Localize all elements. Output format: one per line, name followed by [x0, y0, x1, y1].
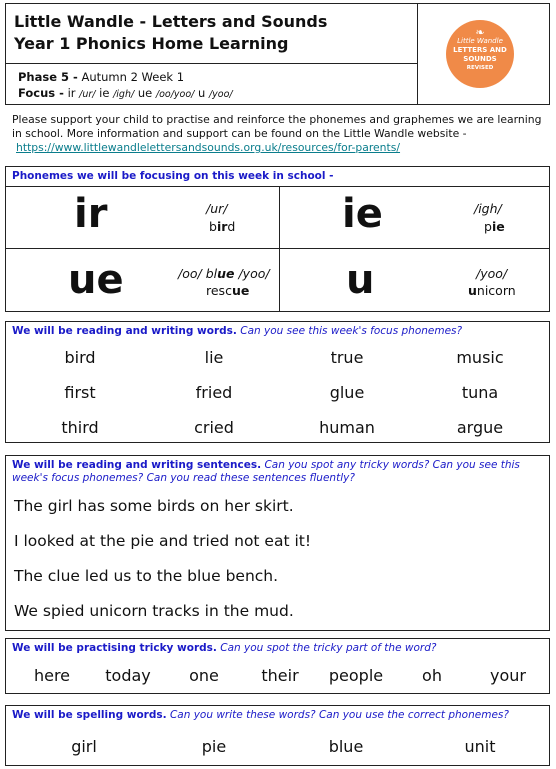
focus-sound: /oo/yoo/ [155, 89, 195, 100]
sentence: The clue led us to the blue bench. [14, 567, 279, 585]
example-unicorn [468, 283, 516, 298]
phonemes-divider-mid [6, 248, 549, 249]
section-prompt: Can you spot the tricky part of the word? [220, 642, 437, 654]
tricky-words-box [5, 638, 550, 694]
example-part: d [227, 219, 236, 234]
header-divider-v [417, 4, 418, 104]
word: human [319, 418, 375, 437]
little-wandle-logo [446, 20, 514, 88]
sound-igh: /igh/ [474, 201, 502, 216]
word: tuna [461, 383, 499, 402]
tricky-word: here [33, 666, 71, 685]
word: true [330, 348, 364, 367]
phonemes-divider-top [6, 186, 549, 187]
spelling-word: unit [464, 737, 496, 756]
example-part: nicorn [476, 283, 516, 298]
focus-gpc: ir [67, 86, 76, 100]
section-title: We will be spelling words. [12, 709, 167, 721]
word: argue [456, 418, 504, 437]
sound-yoo: /yoo/ [476, 266, 508, 281]
focus-label: Focus - [18, 86, 64, 100]
tricky-word: today [105, 666, 151, 685]
logo-text-2: LETTERS AND [453, 46, 507, 54]
example-focus: ie [491, 219, 505, 234]
tricky-word: one [189, 666, 219, 685]
sound-part: /yoo/ [234, 266, 270, 281]
logo-text-4: REVISED [466, 65, 494, 71]
example-focus: ir [216, 219, 228, 234]
example-focus: u [468, 283, 477, 298]
logo-text-3: SOUNDS [463, 55, 497, 63]
tricky-word: people [328, 666, 384, 685]
section-title: We will be reading and writing sentences. [12, 459, 262, 471]
sentence: The girl has some birds on her skirt. [14, 497, 294, 515]
phonemes-box [5, 166, 550, 312]
example-pie [484, 219, 505, 234]
word: first [64, 383, 96, 402]
spelling-heading [12, 709, 545, 722]
grapheme-ir: ir [74, 191, 108, 237]
section-prompt: Can you see this week's focus phonemes? [240, 325, 463, 337]
spelling-word: pie [201, 737, 227, 756]
example-part: p [484, 219, 492, 234]
example-part: resc [206, 283, 232, 298]
title-line2: Year 1 Phonics Home Learning [14, 34, 289, 53]
section-title: We will be practising tricky words. [12, 642, 217, 654]
section-prompt: Can you spot any tricky words? Can you see this week's focus phonemes? Can you read these sentences fluently? [12, 459, 520, 484]
example-rescue [206, 283, 249, 298]
focus-sound: /igh/ [113, 89, 135, 100]
grapheme-ue: ue [68, 257, 124, 303]
focus-line [18, 86, 233, 100]
word: glue [329, 383, 365, 402]
example-part: b [209, 219, 217, 234]
logo-bird-icon: ❧ [475, 26, 485, 39]
spelling-box [5, 705, 550, 766]
sound-oo-yoo [178, 266, 270, 281]
section-title: We will be reading and writing words. [12, 325, 237, 337]
tricky-word: oh [422, 666, 442, 685]
intro-paragraph: Please support your child to practise and reinforce the phonemes and graphemes we are learning in school. More information and support can be found on the Little Wandle website - [12, 113, 542, 140]
focus-sound: /ur/ [79, 89, 96, 100]
phase-value: Autumn 2 Week 1 [81, 70, 185, 84]
word: bird [64, 348, 96, 367]
phase-label: Phase 5 - [18, 70, 78, 84]
header-divider-h [6, 63, 418, 64]
sound-ur: /ur/ [206, 201, 228, 216]
phase-line [18, 70, 184, 84]
reading-words-box [5, 321, 550, 443]
sentences-box [5, 455, 550, 631]
example-bird [209, 219, 235, 234]
example-focus: ue [231, 283, 250, 298]
sound-part: /oo/ bl [178, 266, 218, 281]
word: music [456, 348, 504, 367]
spelling-word: girl [71, 737, 97, 756]
focus-gpc: ue [137, 86, 153, 100]
tricky-heading [12, 642, 545, 655]
focus-gpc: u [198, 86, 206, 100]
tricky-word: your [490, 666, 526, 685]
sentences-heading [12, 459, 545, 485]
focus-sound: /yoo/ [208, 89, 233, 100]
sentence: I looked at the pie and tried not eat it! [14, 532, 312, 550]
grapheme-u: u [346, 257, 375, 303]
intro-text [12, 113, 548, 155]
word: cried [194, 418, 234, 437]
header-box [5, 3, 550, 105]
phonemes-heading: Phonemes we will be focusing on this week in school - [12, 170, 334, 182]
parents-link[interactable]: https://www.littlewandlelettersandsounds.org.uk/resources/for-parents/ [16, 141, 401, 154]
sound-focus: ue [217, 266, 235, 281]
word: lie [204, 348, 224, 367]
focus-gpc: ie [99, 86, 110, 100]
word: third [61, 418, 99, 437]
sentence: We spied unicorn tracks in the mud. [14, 602, 294, 620]
section-prompt: Can you write these words? Can you use the correct phonemes? [169, 709, 509, 721]
word: fried [195, 383, 233, 402]
reading-words-heading [12, 325, 545, 338]
grapheme-ie: ie [342, 191, 383, 237]
spelling-word: blue [328, 737, 364, 756]
phonemes-divider-v [279, 186, 280, 311]
tricky-word: their [261, 666, 299, 685]
title-line1: Little Wandle - Letters and Sounds [14, 12, 328, 31]
logo-text-1: Little Wandle [457, 37, 503, 45]
